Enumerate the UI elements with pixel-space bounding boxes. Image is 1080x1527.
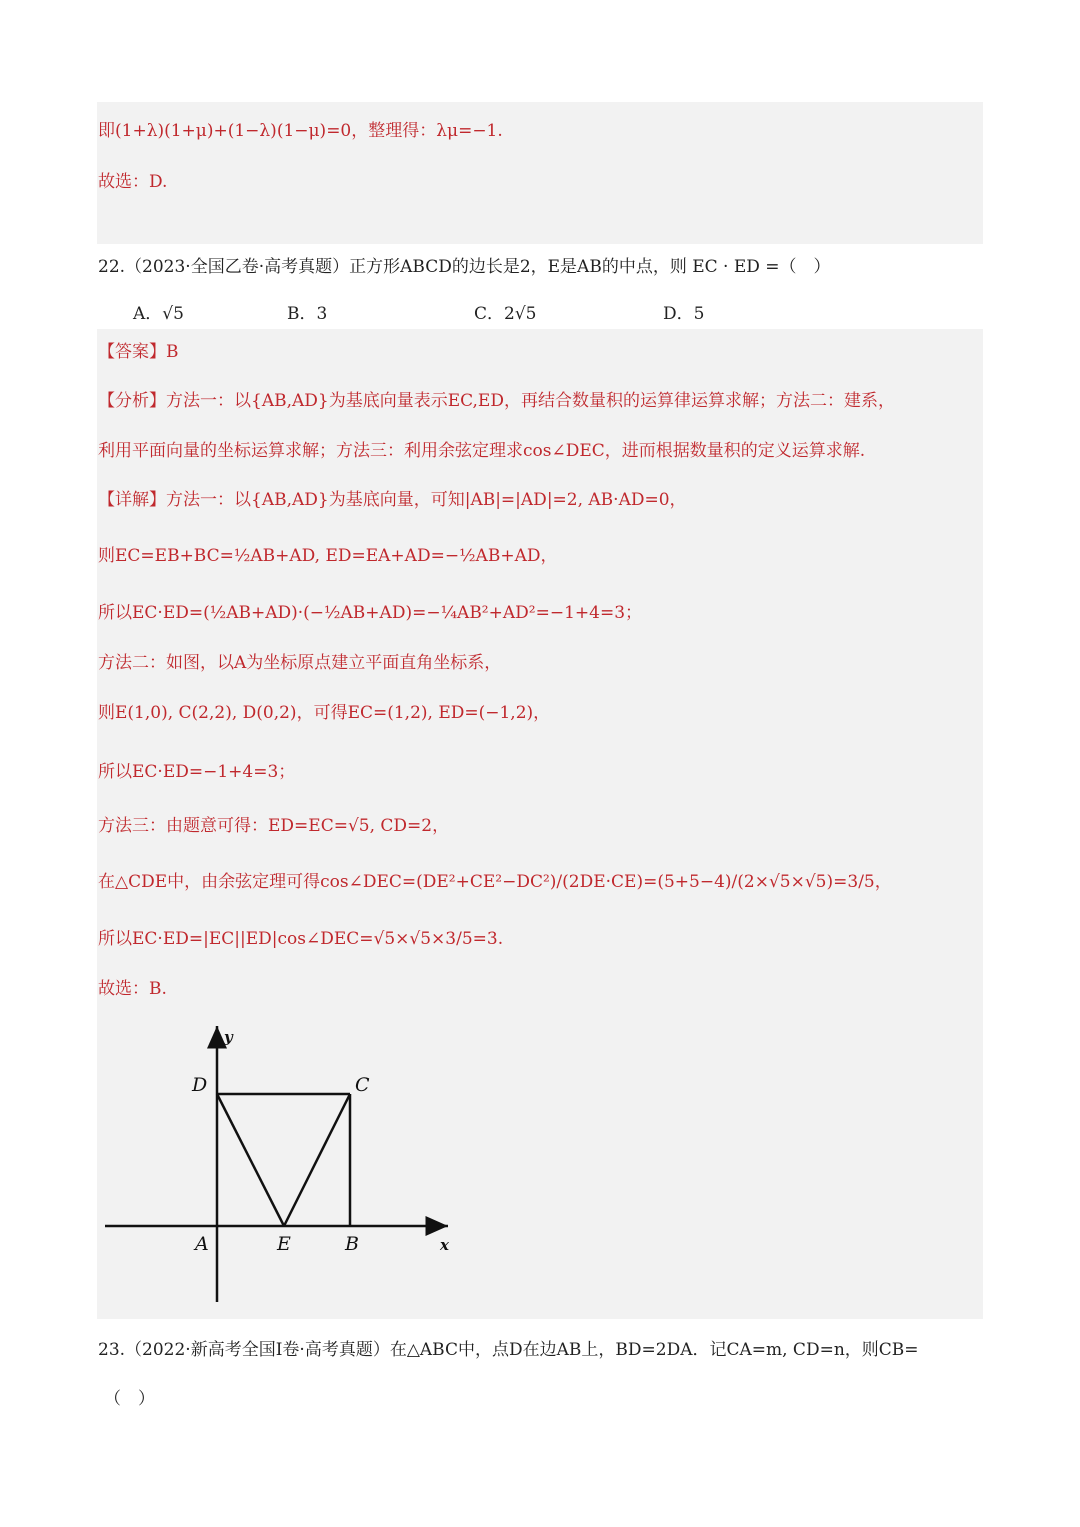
q22-detail-line-3: 所以EC·ED=(½AB+AD)·(−½AB+AD)=−¼AB²+AD²=−1+4=3；	[98, 603, 643, 623]
q22-conclusion: 故选：B.	[98, 979, 167, 999]
label-e: E	[277, 1233, 291, 1255]
segment-ec	[284, 1094, 350, 1226]
q22-method2-line-1: 方法二：如图，以A为坐标原点建立平面直角坐标系，	[98, 653, 502, 673]
q22-option-a: A．√5	[133, 304, 184, 324]
q22-method3-line-3: 所以EC·ED=|EC||ED|cos∠DEC=√5×√5×3/5=3.	[98, 929, 504, 949]
label-b: B	[345, 1233, 359, 1255]
segment-de	[217, 1094, 284, 1226]
q22-option-b: B．3	[287, 304, 328, 324]
q22-analysis-line-1: 【分析】方法一：以{AB,AD}为基底向量表示EC,ED，再结合数量积的运算律运算求解；方法二：建系，	[98, 391, 895, 411]
q22-method2-line-3: 所以EC·ED=−1+4=3；	[98, 762, 296, 782]
q22-method3-line-2: 在△CDE中，由余弦定理可得cos∠DEC=(DE²+CE²−DC²)/(2DE·CE)=(5+5−4)/(2×√5×√5)=3/5，	[98, 872, 892, 892]
prev-solution-line-1: 即(1+λ)(1+μ)+(1−λ)(1−μ)=0，整理得：λμ=−1.	[98, 121, 503, 141]
label-y: y	[224, 1028, 233, 1046]
label-a: A	[195, 1233, 209, 1255]
label-d: D	[192, 1074, 208, 1096]
q23-paren: （ ）	[104, 1389, 155, 1409]
q22-option-c: C．2√5	[474, 304, 537, 324]
q22-analysis-line-2: 利用平面向量的坐标运算求解；方法三：利用余弦定理求cos∠DEC，进而根据数量积的定义运算求解.	[98, 441, 866, 461]
prev-solution-conclusion: 故选：D.	[98, 172, 168, 192]
label-c: C	[355, 1074, 370, 1096]
q22-method3-line-1: 方法三：由题意可得：ED=EC=√5, CD=2，	[98, 816, 450, 836]
label-x: x	[440, 1236, 449, 1254]
q22-detail-line-1: 【详解】方法一：以{AB,AD}为基底向量，可知|AB|=|AD|=2, AB·AD=0，	[98, 490, 687, 510]
coordinate-diagram	[100, 1018, 460, 1308]
q22-stem: 22.（2023·全国乙卷·高考真题）正方形ABCD的边长是2，E是AB的中点，则 EC · ED =（ ）	[98, 257, 831, 277]
q22-method2-line-2: 则E(1,0), C(2,2), D(0,2)，可得EC=(1,2), ED=(−1,2)，	[98, 703, 551, 723]
q22-option-d: D．5	[663, 304, 705, 324]
q23-stem: 23.（2022·新高考全国Ⅰ卷·高考真题）在△ABC中，点D在边AB上，BD=2DA．记CA=m, CD=n，则CB=	[98, 1340, 919, 1360]
q22-detail-line-2: 则EC=EB+BC=½AB+AD, ED=EA+AD=−½AB+AD，	[98, 546, 558, 566]
q22-answer: 【答案】B	[98, 342, 179, 362]
